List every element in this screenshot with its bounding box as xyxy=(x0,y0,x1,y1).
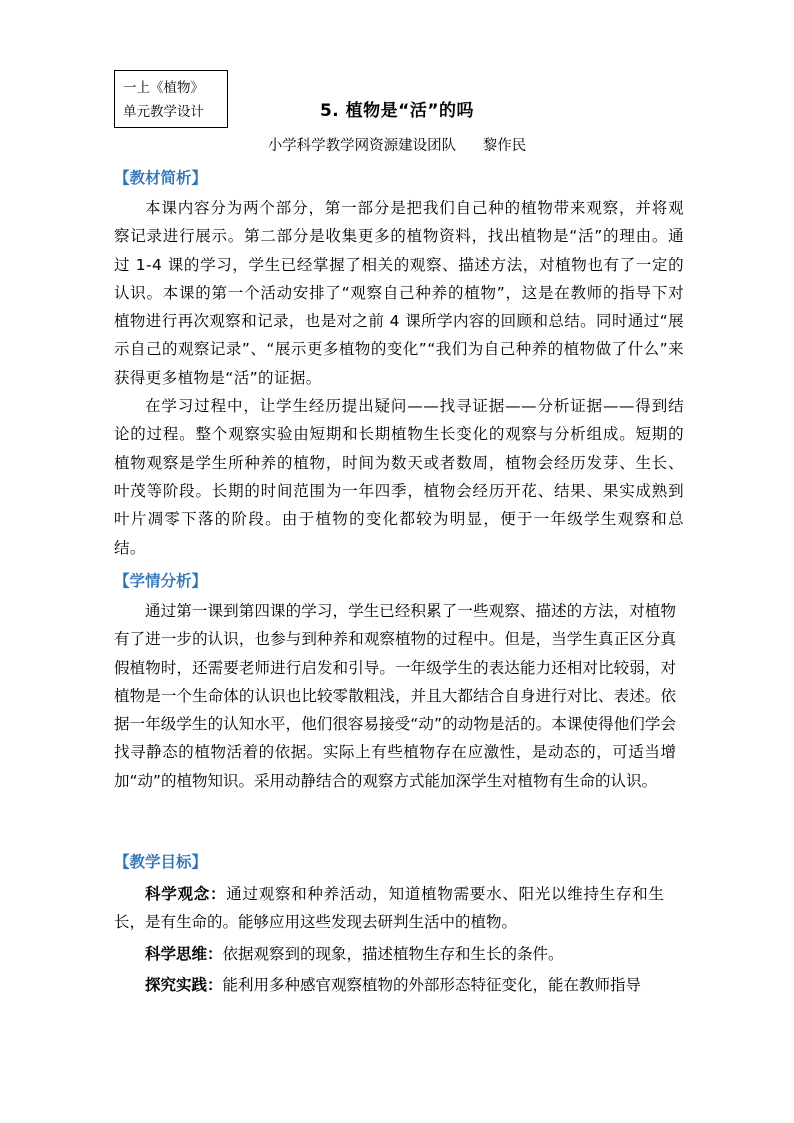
page-title: 5. 植物是“活”的吗 xyxy=(319,101,475,121)
section-textbook-analysis xyxy=(114,166,684,562)
goal-inquiry-practice-label: 探究实践： xyxy=(145,975,223,994)
learner-paragraph-1: 通过第一课到第四课的学习，学生已经积累了一些观察、描述的方法，对植物有了进一步的认识，也参与到种养和观察植物的过程中。但是，当学生真正区分真假植物时，还需要老师进行启发和引导。一年级学生的表达能力还相对比较弱，对植物是一个生命体的认识也比较零散粗浅，并且大都结合自身进行对比、表述。依据一年级学生的认知水平，他们很容易接受“动”的动物是活的。本课使得他们学会找寻静态的植物活着的依据。实际上有些植物存在应激性，是动态的，可适当增加“动”的植物知识。采用动静结合的观察方式能加深学生对植物有生命的认识。 xyxy=(114,602,676,790)
section-teaching-goals xyxy=(114,850,684,999)
section-learner-analysis xyxy=(114,569,684,795)
section-heading-textbook: 【教材简析】 xyxy=(114,169,208,187)
unit-label-line1: 一上《植物》 xyxy=(123,80,204,96)
goal-inquiry-practice xyxy=(114,971,684,999)
goal-science-thinking xyxy=(114,940,684,968)
author-line: 小学科学教学网资源建设团队 黎作民 xyxy=(267,138,527,154)
goal-inquiry-practice-text: 能利用多种感官观察植物的外部形态特征变化，能在教师指导 xyxy=(222,975,642,994)
goal-science-concept-label: 科学观念： xyxy=(145,885,227,903)
section-heading-learner: 【学情分析】 xyxy=(114,572,208,590)
textbook-paragraph-2: 在学习过程中，让学生经历提出疑问——找寻证据——分析证据——得到结论的过程。整个观察实验由短期和长期植物生长变化的观察与分析组成。短期的植物观察是学生所种养的植物，时间为数天或者数周，植物会经历发芽、生长、叶茂等阶段。长期的时间范围为一年四季，植物会经历开花、结果、果实成熟到叶片凋零下落的阶段。由于植物的变化都较为明显，便于一年级学生观察和总结。 xyxy=(114,397,684,557)
goal-science-thinking-text: 依据观察到的现象，描述植物生存和生长的条件。 xyxy=(222,944,564,963)
unit-label-line2: 单元教学设计 xyxy=(123,104,204,120)
goal-science-thinking-label: 科学思维： xyxy=(145,944,223,963)
section-heading-goals: 【教学目标】 xyxy=(114,853,208,871)
goal-science-concept-text: 通过观察和种养活动，知道植物需要水、阳光以维持生存和生长，是有生命的。能够应用这些发现去研判生活中的植物。 xyxy=(114,885,664,932)
goal-science-concept xyxy=(114,880,684,937)
textbook-paragraph-1: 本课内容分为两个部分，第一部分是把我们自己种的植物带来观察，并将观察记录进行展示。第二部分是收集更多的植物资料，找出植物是“活”的理由。通过 1-4 课的学习，学生已经掌握了相关的观察、描述方法，对植物也有了一定的认识。本课的第一个活动安排了“观察自己种养的植物”，这是在教师的指导下对植物进行再次观察和记录，也是对之前 4 课所学内容的回顾和总结。同时通过“展示自己的观察记录”、“展示更多植物的变化”“我们为自己种养的植物做了什么”来获得更多植物是“活”的证据。 xyxy=(114,199,684,387)
